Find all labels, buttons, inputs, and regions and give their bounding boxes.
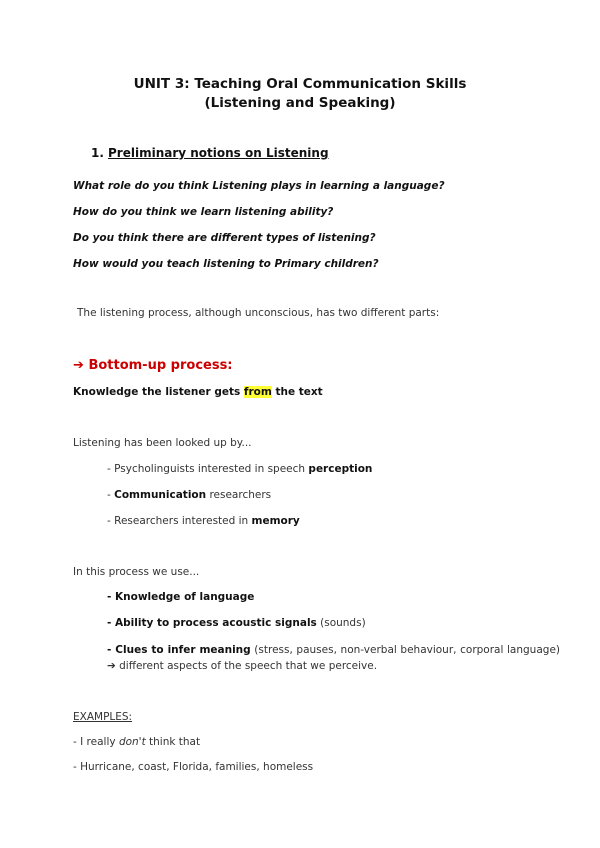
intro-paragraph: The listening process, although unconscious, has two different parts:	[77, 307, 440, 319]
highlighted-word: from	[243, 386, 272, 398]
question-3: Do you think there are different types of listening?	[73, 232, 376, 244]
section-heading-text: Preliminary notions on Listening	[108, 146, 329, 160]
list-item: - Communication researchers	[107, 489, 272, 501]
examples-heading: EXAMPLES:	[73, 711, 133, 723]
section-number: 1.	[91, 146, 104, 160]
question-2: How do you think we learn listening ability?	[73, 206, 334, 218]
example-1: - I really don't think that	[73, 736, 201, 748]
arrow-icon: ➔	[73, 358, 84, 373]
question-1: What role do you think Listening plays in learning a language?	[73, 180, 445, 192]
process-item-3: - Clues to infer meaning (stress, pauses, non-verbal behaviour, corporal language) ➔ different aspects of the speech that we perceive.	[107, 644, 560, 672]
list-item: - Psycholinguists interested in speech perception	[107, 463, 373, 475]
bottom-up-heading-text: Bottom-up process:	[88, 358, 233, 373]
looked-up-lead: Listening has been looked up by...	[73, 437, 252, 449]
process-lead: In this process we use...	[73, 566, 200, 578]
question-4: How would you teach listening to Primary children?	[73, 258, 379, 270]
definition-text-end: the text	[271, 386, 323, 398]
page-title: UNIT 3: Teaching Oral Communication Skills	[133, 76, 467, 92]
example-2: - Hurricane, coast, Florida, families, homeless	[73, 761, 314, 773]
definition-text: Knowledge the listener gets	[73, 386, 244, 398]
process-item-2: - Ability to process acoustic signals (sounds)	[107, 617, 366, 629]
bottom-up-heading	[73, 358, 233, 373]
list-item: - Researchers interested in memory	[107, 515, 300, 527]
section-heading	[91, 146, 329, 160]
page-subtitle: (Listening and Speaking)	[204, 95, 396, 111]
process-item-1: - Knowledge of language	[107, 591, 255, 603]
bottom-up-definition	[73, 386, 323, 398]
